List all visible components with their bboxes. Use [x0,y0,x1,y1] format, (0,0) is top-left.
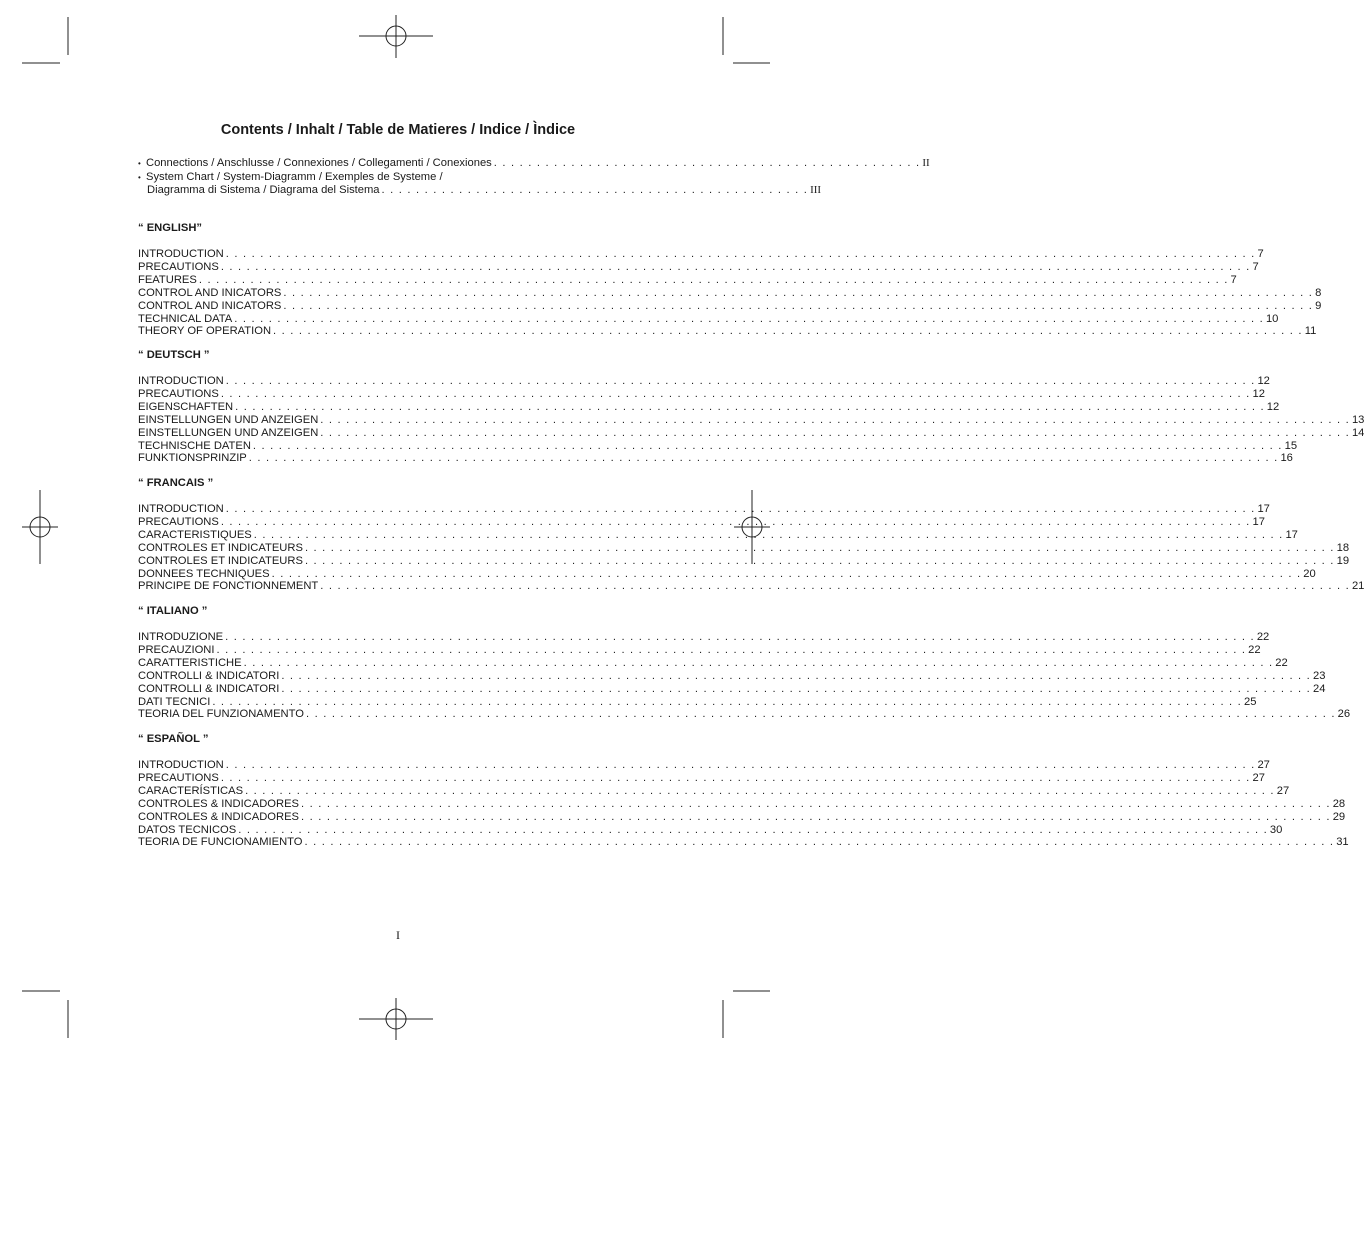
section-title: “ DEUTSCH ” [138,349,210,361]
toc-row [138,567,1316,581]
dot-leader: . . . . . . . . . . . . . . . . . . . . . . . . . . . . . . . . . . . . . . . . . . . . . . . . . . . . . . . . . . . . . . . . . . . . . . . . . . . . . . . . . . . . . . . . . . . . . . . . . . . . . . . . . . . . . . . . . . . . . . . . [212,695,1242,708]
toc-entry-page: 7 [1230,273,1237,286]
intro-item-connections [138,157,930,171]
dot-leader: . . . . . . . . . . . . . . . . . . . . . . . . . . . . . . . . . . . . . . . . . . . . . . . . . . . . . . . . . . . . . . . . . . . . . . . . . . . . . . . . . . . . . . . . . . . . . . . . . . . . . . . . . . . . . . . . . . . . . . . . [283,286,1314,299]
toc-entry-label: PRECAUTIONS [138,260,219,273]
dot-leader: . . . . . . . . . . . . . . . . . . . . . . . . . . . . . . . . . . . . . . . . . . . . . . . . . . . . . . . . . . . . . . . . . . . . . . . . . . . . . . . . . . . . . . . . . . . . . . . . . . . . . . . . . . . . . . . . . . . . . . . . [220,515,1251,528]
dot-leader: . . . . . . . . . . . . . . . . . . . . . . . . . . . . . . . . . . . . . . . . . . . . . . . . . . . . . . . . . . . . . . . . . . . . . . . . . . . . . . . . . . . . . . . . . . . . . . . . . . . . . . . . . . . . . . . . . . . . . . . . [225,375,1256,387]
toc-entry-label: INTRODUCTION [138,503,224,515]
toc-row [138,248,1264,261]
dot-leader: . . . . . . . . . . . . . . . . . . . . . . . . . . . . . . . . . . . . . . . . . . . . . . . . . . . . . . . . . . . . . . . . . . . . . . . . . . . . . . . . . . . . . . . . . . . . . . . . . . . . . . . . . . . . . . . . . . . . . . . . [304,554,1335,567]
dot-leader: . . . . . . . . . . . . . . . . . . . . . . . . . . . . . . . . . . . . . . . . . . . . . . . . . . . . . . . . . . . . . . . . . . . . . . . . . . . . . . . . . . . . . . . . . . . . . . . . . . . . . . . . . . . . . . . . . . . . . . . . [225,248,1256,260]
toc-entry-page: 28 [1332,797,1346,810]
dot-leader: . . . . . . . . . . . . . . . . . . . . . . . . . . . . . . . . . . . . . . . . . . . . . . . . . . . . . . . . . . . . . . . . . . . . . . . . . . . . . . . . . . . . . . . . . . . . . . . . . . . . . . . . . . . . . . . . . . . . . . . . [234,312,1264,325]
toc-entry-label: FEATURES [138,273,197,286]
toc-entry-page: 26 [1337,708,1351,721]
section-title: “ ENGLISH” [138,222,203,234]
toc-entry-label: TECHNICAL DATA [138,312,233,325]
dot-leader: . . . . . . . . . . . . . . . . . . . . . . . . . . . . . . . . . . . . . . . . . . . . . . . . . . . . . . . . . . . . . . . . . . . . . . . . . . . . . . . . . . . . . . . . . . . . . . . . . . . . . . . . . . . . . . . . . . . . . . . . [305,708,1336,721]
dot-leader: . . . . . . . . . . . . . . . . . . . . . . . . . . . . . . . . . . . . . . . . . . . . . . . . . . . . . . . . . . . . . . . . . . . . . . . . . . . . . . . . . . . . . . . . . . . . . . . . . . . . . . . . . . . . . . . . . . . . . . . . [225,503,1256,515]
dot-leader: . . . . . . . . . . . . . . . . . . . . . . . . . . . . . . . . . . . . . . . . . . . . . . . . . . . . . . . . . . . . . . . . . . . . . . . . . . . . . . . . . . . . . . . . . . . . . . . . . . . . . . . . . . . . . . . . . . . . . . . . [320,413,1350,426]
toc-entry-page: 21 [1351,580,1364,593]
page-title: Contents / Inhalt / Table de Matieres / Indice / Ìndice [220,122,576,138]
toc-entry-label: CONTROLLI & INDICATORI [138,669,280,682]
toc-section [138,605,1351,721]
toc-row [138,631,1270,644]
toc-entry-label: EIGENSCHAFTEN [138,400,234,413]
toc-row [138,273,1237,287]
intro-item-page: III [810,184,822,196]
bullet-icon: • [138,172,141,182]
toc-entry-page: 30 [1269,823,1283,836]
dot-leader: . . . . . . . . . . . . . . . . . . . . . . . . . . . . . . . . . . . . . . . . . . . . . . . . . . . . . . . . . . . . . . . . . . . . . . . . . . . . . . . . . . . . . . . . . . . . . . . . . . . . . . . . . . . . . . . . . . . . . . . . [225,631,1255,643]
toc-section [138,349,1364,465]
intro-list [138,157,930,197]
toc-row [138,426,1364,440]
dot-leader: . . . . . . . . . . . . . . . . . . . . . . . . . . . . . . . . . . . . . . . . . . . . . . . . . . . . . . . . . . . . . . . . . . . . . . . . . . . . . . . . . . . . . . . . . . . . . . . . . . . . . . . . . . . . . . . . . . . . . . . . [235,400,1265,413]
toc-row [138,771,1265,785]
toc-row [138,669,1326,683]
toc-row [138,400,1280,414]
section-title: “ ESPAÑOL ” [138,733,209,745]
dot-leader: . . . . . . . . . . . . . . . . . . . . . . . . . . . . . . . . . . . . . . . . . . . . . . . . . . . . . . . . . . . . . . . . . . . . . . . . . . . . . . . . . . . . . . . . . . . . . . . . . . . . . . . . . . . . . . . . . . . . . . . . [281,682,1311,695]
toc-entry-label: CONTROLES ET INDICATEURS [138,541,303,554]
page-number: I [396,928,400,942]
toc-row [138,413,1364,427]
toc-row [138,643,1261,657]
toc-entry-page: 17 [1257,503,1270,515]
toc-entry-page: 24 [1312,682,1326,695]
toc-entry-page: 7 [1252,260,1259,273]
toc-entry-page: 22 [1248,643,1261,656]
toc-entry-label: FUNKTIONSPRINZIP [138,452,247,465]
dot-leader: . . . . . . . . . . . . . . . . . . . . . . . . . . . . . . . . . . . . . . . . . . . . . . . . . . . . . . . . . . . . . . . . . . . . . . . . . . . . . . . . . . . . . . . . . . . . . . . . . . . . . . . . . . . . . . . . . . . . . . . . [271,567,1302,580]
toc-entry-page: 22 [1256,631,1270,643]
dot-leader: . . . . . . . . . . . . . . . . . . . . . . . . . . . . . . . . . . . . . . . . . . . . . . . . . . . . . . . . . . . . . . . . . . . . . . . . . . . . . . . . . . . . . . . . . . . . . . . . . . . . . . . . . . . . . . . . . . . . . . . . [245,784,1275,797]
toc-row [138,759,1270,772]
toc-entry-page: 27 [1257,759,1270,771]
dot-leader: . . . . . . . . . . . . . . . . . . . . . . . . . . . . . . . . . . . . . . . . . . . . . . . . . . . . . . . . . . . . . . . . . . . . . . . . . . . . . . . . . . . . . . . . . . . . . . . . . . . . . . . . . . . . . . . . . . . . . . . . [253,528,1284,541]
intro-item-label: Diagramma di Sistema / Diagrama del Sistema [147,184,380,196]
toc-entry-label: TEORIA DEL FUNZIONAMENTO [138,708,304,721]
intro-item-page: II [922,157,930,169]
dot-leader: . . . . . . . . . . . . . . . . . . . . . . . . . . . . . . . . . . . . . . . . . . . . . . . . . . . . . . . . . . . . . . . . . . . . . . . . . . . . . . . . . . . . . . . . . . . . . . . . . . . . . . . . . . . . . . . . . . . . . . . . [281,669,1311,682]
toc-entry-page: 27 [1276,784,1290,797]
toc-row [138,708,1351,721]
toc-entry-page: 12 [1257,375,1270,387]
toc-entry-label: PRECAUTIONS [138,387,219,400]
toc-entry-label: PRINCIPE DE FONCTIONNEMENT [138,580,319,593]
toc-entry-label: PRECAUTIONS [138,771,219,784]
toc-entry-page: 13 [1351,413,1364,426]
dot-leader: . . . . . . . . . . . . . . . . . . . . . . . . . . . . . . . . . . . . . . . . . . . . . . . . . . . . . . . . . . . . . . . . . . . . . . . . . . . . . . . . . . . . . . . . . . . . . . . . . . . . . . . . . . . . . . . . . . . . . . . . [304,836,1335,849]
section-title: “ ITALIANO ” [138,605,208,617]
toc-row [138,286,1322,300]
dot-leader: . . . . . . . . . . . . . . . . . . . . . . . . . . . . . . . . . . . . . . . . . . . . . . . . . . . . . . . . . . . . . . . . . . . . . . . . . . . . . . . . . . . . . . . . . . . . . . . . . . . . . . . . . . . . . . . . . . . . . . . . [283,299,1314,312]
dot-leader: . . . . . . . . . . . . . . . . . . . . . . . . . . . . . . . . . . . . . . . . . . . . . . . . . . . . . . . . . . . . . . . . . . . . . . . . . . . . . . . . . . . . . . . . . . . . . . . . . . . . . . . . . . . . . . . . . . . . . . . . [220,771,1251,784]
toc-entry-label: INTRODUZIONE [138,631,224,643]
toc-entry-label: CARATTERISTICHE [138,656,242,669]
toc-entry-label: CONTROLLI & INDICATORI [138,682,280,695]
toc-entry-page: 12 [1252,387,1265,400]
toc-entry-label: INTRODUCTION [138,248,224,260]
intro-item-system-chart-cont [138,184,822,197]
toc-row [138,836,1349,849]
dot-leader: . . . . . . . . . . . . . . . . . . . . . . . . . . . . . . . . . . . . . . . . . . . . . . . . . . [493,157,921,169]
toc-entry-label: CONTROL AND INICATORS [138,286,282,299]
toc-entry-label: CONTROLES ET INDICATEURS [138,554,303,567]
dot-leader: . . . . . . . . . . . . . . . . . . . . . . . . . . . . . . . . . . . . . . . . . . . . . . . . . . . . . . . . . . . . . . . . . . . . . . . . . . . . . . . . . . . . . . . . . . . . . . . . . . . . . . . . . . . . . . . . . . . . . . . . [243,656,1274,669]
toc-row [138,695,1257,709]
toc-row [138,387,1265,401]
section-title: “ FRANCAIS ” [138,477,214,489]
toc-section [138,222,1322,338]
toc-entry-label: INTRODUCTION [138,759,224,771]
toc-row [138,515,1265,529]
toc-entry-page: 19 [1336,554,1350,567]
toc-entry-page: 14 [1351,426,1364,439]
toc-row [138,325,1317,338]
dot-leader: . . . . . . . . . . . . . . . . . . . . . . . . . . . . . . . . . . . . . . . . . . . . . . . . . . . . . . . . . . . . . . . . . . . . . . . . . . . . . . . . . . . . . . . . . . . . . . . . . . . . . . . . . . . . . . . . . . . . . . . . [220,260,1251,273]
toc-entry-page: 31 [1336,836,1349,849]
toc-entry-label: DONNEES TECHNIQUES [138,567,270,580]
toc-entry-page: 23 [1312,669,1326,682]
dot-leader: . . . . . . . . . . . . . . . . . . . . . . . . . . . . . . . . . . . . . . . . . . . . . . . . . . . . . . . . . . . . . . . . . . . . . . . . . . . . . . . . . . . . . . . . . . . . . . . . . . . . . . . . . . . . . . . . . . . . . . . . [225,759,1256,771]
toc-section [138,477,1364,593]
toc-entry-label: TECHNISCHE DATEN [138,439,251,452]
toc-entry-label: CARACTERÍSTICAS [138,784,244,797]
toc-entry-page: 11 [1304,325,1317,338]
toc-entry-label: TEORIA DE FUNCIONAMIENTO [138,836,303,849]
toc-entry-label: PRECAUTIONS [138,515,219,528]
bullet-icon: • [138,159,141,168]
toc-entry-page: 7 [1257,248,1264,260]
dot-leader: . . . . . . . . . . . . . . . . . . . . . . . . . . . . . . . . . . . . . . . . . . . . . . . . . . . . . . . . . . . . . . . . . . . . . . . . . . . . . . . . . . . . . . . . . . . . . . . . . . . . . . . . . . . . . . . . . . . . . . . . [320,580,1350,593]
dot-leader: . . . . . . . . . . . . . . . . . . . . . . . . . . . . . . . . . . . . . . . . . . . . . . . . . . . . . . . . . . . . . . . . . . . . . . . . . . . . . . . . . . . . . . . . . . . . . . . . . . . . . . . . . . . . . . . . . . . . . . . . [198,273,1229,286]
toc-entry-label: DATOS TECNICOS [138,823,237,836]
dot-leader: . . . . . . . . . . . . . . . . . . . . . . . . . . . . . . . . . . . . . . . . . . . . . . . . . . . . . . . . . . . . . . . . . . . . . . . . . . . . . . . . . . . . . . . . . . . . . . . . . . . . . . . . . . . . . . . . . . . . . . . . [301,797,1331,810]
toc-row [138,452,1293,465]
toc-entry-page: 10 [1265,312,1279,325]
dot-leader: . . . . . . . . . . . . . . . . . . . . . . . . . . . . . . . . . . . . . . . . . . . . . . . . . . . . . . . . . . . . . . . . . . . . . . . . . . . . . . . . . . . . . . . . . . . . . . . . . . . . . . . . . . . . . . . . . . . . . . . . [273,325,1303,338]
toc-row [138,656,1288,670]
toc-entry-label: CONTROLES & INDICADORES [138,810,300,823]
toc-entry-page: 25 [1243,695,1257,708]
toc-entry-label: DATI TECNICI [138,695,211,708]
toc-entry-label: CONTROLES & INDICADORES [138,797,300,810]
toc-row [138,580,1364,593]
dot-leader: . . . . . . . . . . . . . . . . . . . . . . . . . . . . . . . . . . . . . . . . . . . . . . . . . . . . . . . . . . . . . . . . . . . . . . . . . . . . . . . . . . . . . . . . . . . . . . . . . . . . . . . . . . . . . . . . . . . . . . . . [220,387,1251,400]
toc-entry-page: 8 [1315,286,1322,299]
toc-entry-label: PRECAUZIONI [138,643,215,656]
toc-entry-label: EINSTELLUNGEN UND ANZEIGEN [138,413,319,426]
toc-row [138,312,1279,326]
dot-leader: . . . . . . . . . . . . . . . . . . . . . . . . . . . . . . . . . . . . . . . . . . . . . . . . . . . . . . . . . . . . . . . . . . . . . . . . . . . . . . . . . . . . . . . . . . . . . . . . . . . . . . . . . . . . . . . . . . . . . . . . [252,439,1283,452]
dot-leader: . . . . . . . . . . . . . . . . . . . . . . . . . . . . . . . . . . . . . . . . . . . . . . . . . . . . . . . . . . . . . . . . . . . . . . . . . . . . . . . . . . . . . . . . . . . . . . . . . . . . . . . . . . . . . . . . . . . . . . . . [301,810,1331,823]
intro-item-label: • Connections / Anschlusse / Connexiones / Collegamenti / Conexiones [138,157,492,169]
toc-entry-page: 9 [1315,299,1322,312]
toc-entry-page: 27 [1252,771,1265,784]
toc-row [138,554,1350,568]
toc-row [138,682,1326,696]
dot-leader: . . . . . . . . . . . . . . . . . . . . . . . . . . . . . . . . . . . . . . . . . . . . . . . . . . . . . . . . . . . . . . . . . . . . . . . . . . . . . . . . . . . . . . . . . . . . . . . . . . . . . . . . . . . . . . . . . . . . . . . . [320,426,1350,439]
toc-row [138,784,1290,798]
dot-leader: . . . . . . . . . . . . . . . . . . . . . . . . . . . . . . . . . . . . . . . . . . . . . . . . . . . . . . . . . . . . . . . . . . . . . . . . . . . . . . . . . . . . . . . . . . . . . . . . . . . . . . . . . . . . . . . . . . . . . . . . [216,643,1247,656]
intro-item-system-chart [138,171,656,185]
toc-row [138,528,1298,542]
toc-section [138,733,1349,849]
toc-row [138,810,1346,824]
toc-entry-page: 22 [1275,656,1288,669]
toc-row [138,439,1298,453]
toc-row [138,823,1283,837]
toc-row [138,375,1270,388]
dot-leader: . . . . . . . . . . . . . . . . . . . . . . . . . . . . . . . . . . . . . . . . . . . . . . . . . . [381,184,809,196]
toc-entry-page: 12 [1266,400,1280,413]
toc-entry-page: 16 [1280,452,1293,465]
toc-entry-label: INTRODUCTION [138,375,224,387]
toc-row [138,299,1322,313]
toc-entry-page: 17 [1285,528,1298,541]
toc-entry-page: 17 [1252,515,1265,528]
toc-entry-label: EINSTELLUNGEN UND ANZEIGEN [138,426,319,439]
toc-entry-page: 18 [1336,541,1350,554]
toc-entry-label: CONTROL AND INICATORS [138,299,282,312]
toc-entry-page: 15 [1284,439,1298,452]
toc-row [138,260,1259,274]
toc-entry-label: THEORY OF OPERATION [138,325,272,338]
dot-leader: . . . . . . . . . . . . . . . . . . . . . . . . . . . . . . . . . . . . . . . . . . . . . . . . . . . . . . . . . . . . . . . . . . . . . . . . . . . . . . . . . . . . . . . . . . . . . . . . . . . . . . . . . . . . . . . . . . . . . . . . [304,541,1335,554]
toc-entry-page: 20 [1303,567,1316,580]
toc-entry-page: 29 [1332,810,1346,823]
intro-item-label: • System Chart / System-Diagramm / Exemples de Systeme / [138,170,443,183]
toc-row [138,797,1346,811]
dot-leader: . . . . . . . . . . . . . . . . . . . . . . . . . . . . . . . . . . . . . . . . . . . . . . . . . . . . . . . . . . . . . . . . . . . . . . . . . . . . . . . . . . . . . . . . . . . . . . . . . . . . . . . . . . . . . . . . . . . . . . . . [238,823,1268,836]
toc-entry-label: CARACTERISTIQUES [138,528,252,541]
toc-row [138,503,1270,516]
toc-row [138,541,1350,555]
dot-leader: . . . . . . . . . . . . . . . . . . . . . . . . . . . . . . . . . . . . . . . . . . . . . . . . . . . . . . . . . . . . . . . . . . . . . . . . . . . . . . . . . . . . . . . . . . . . . . . . . . . . . . . . . . . . . . . . . . . . . . . . [248,452,1279,465]
